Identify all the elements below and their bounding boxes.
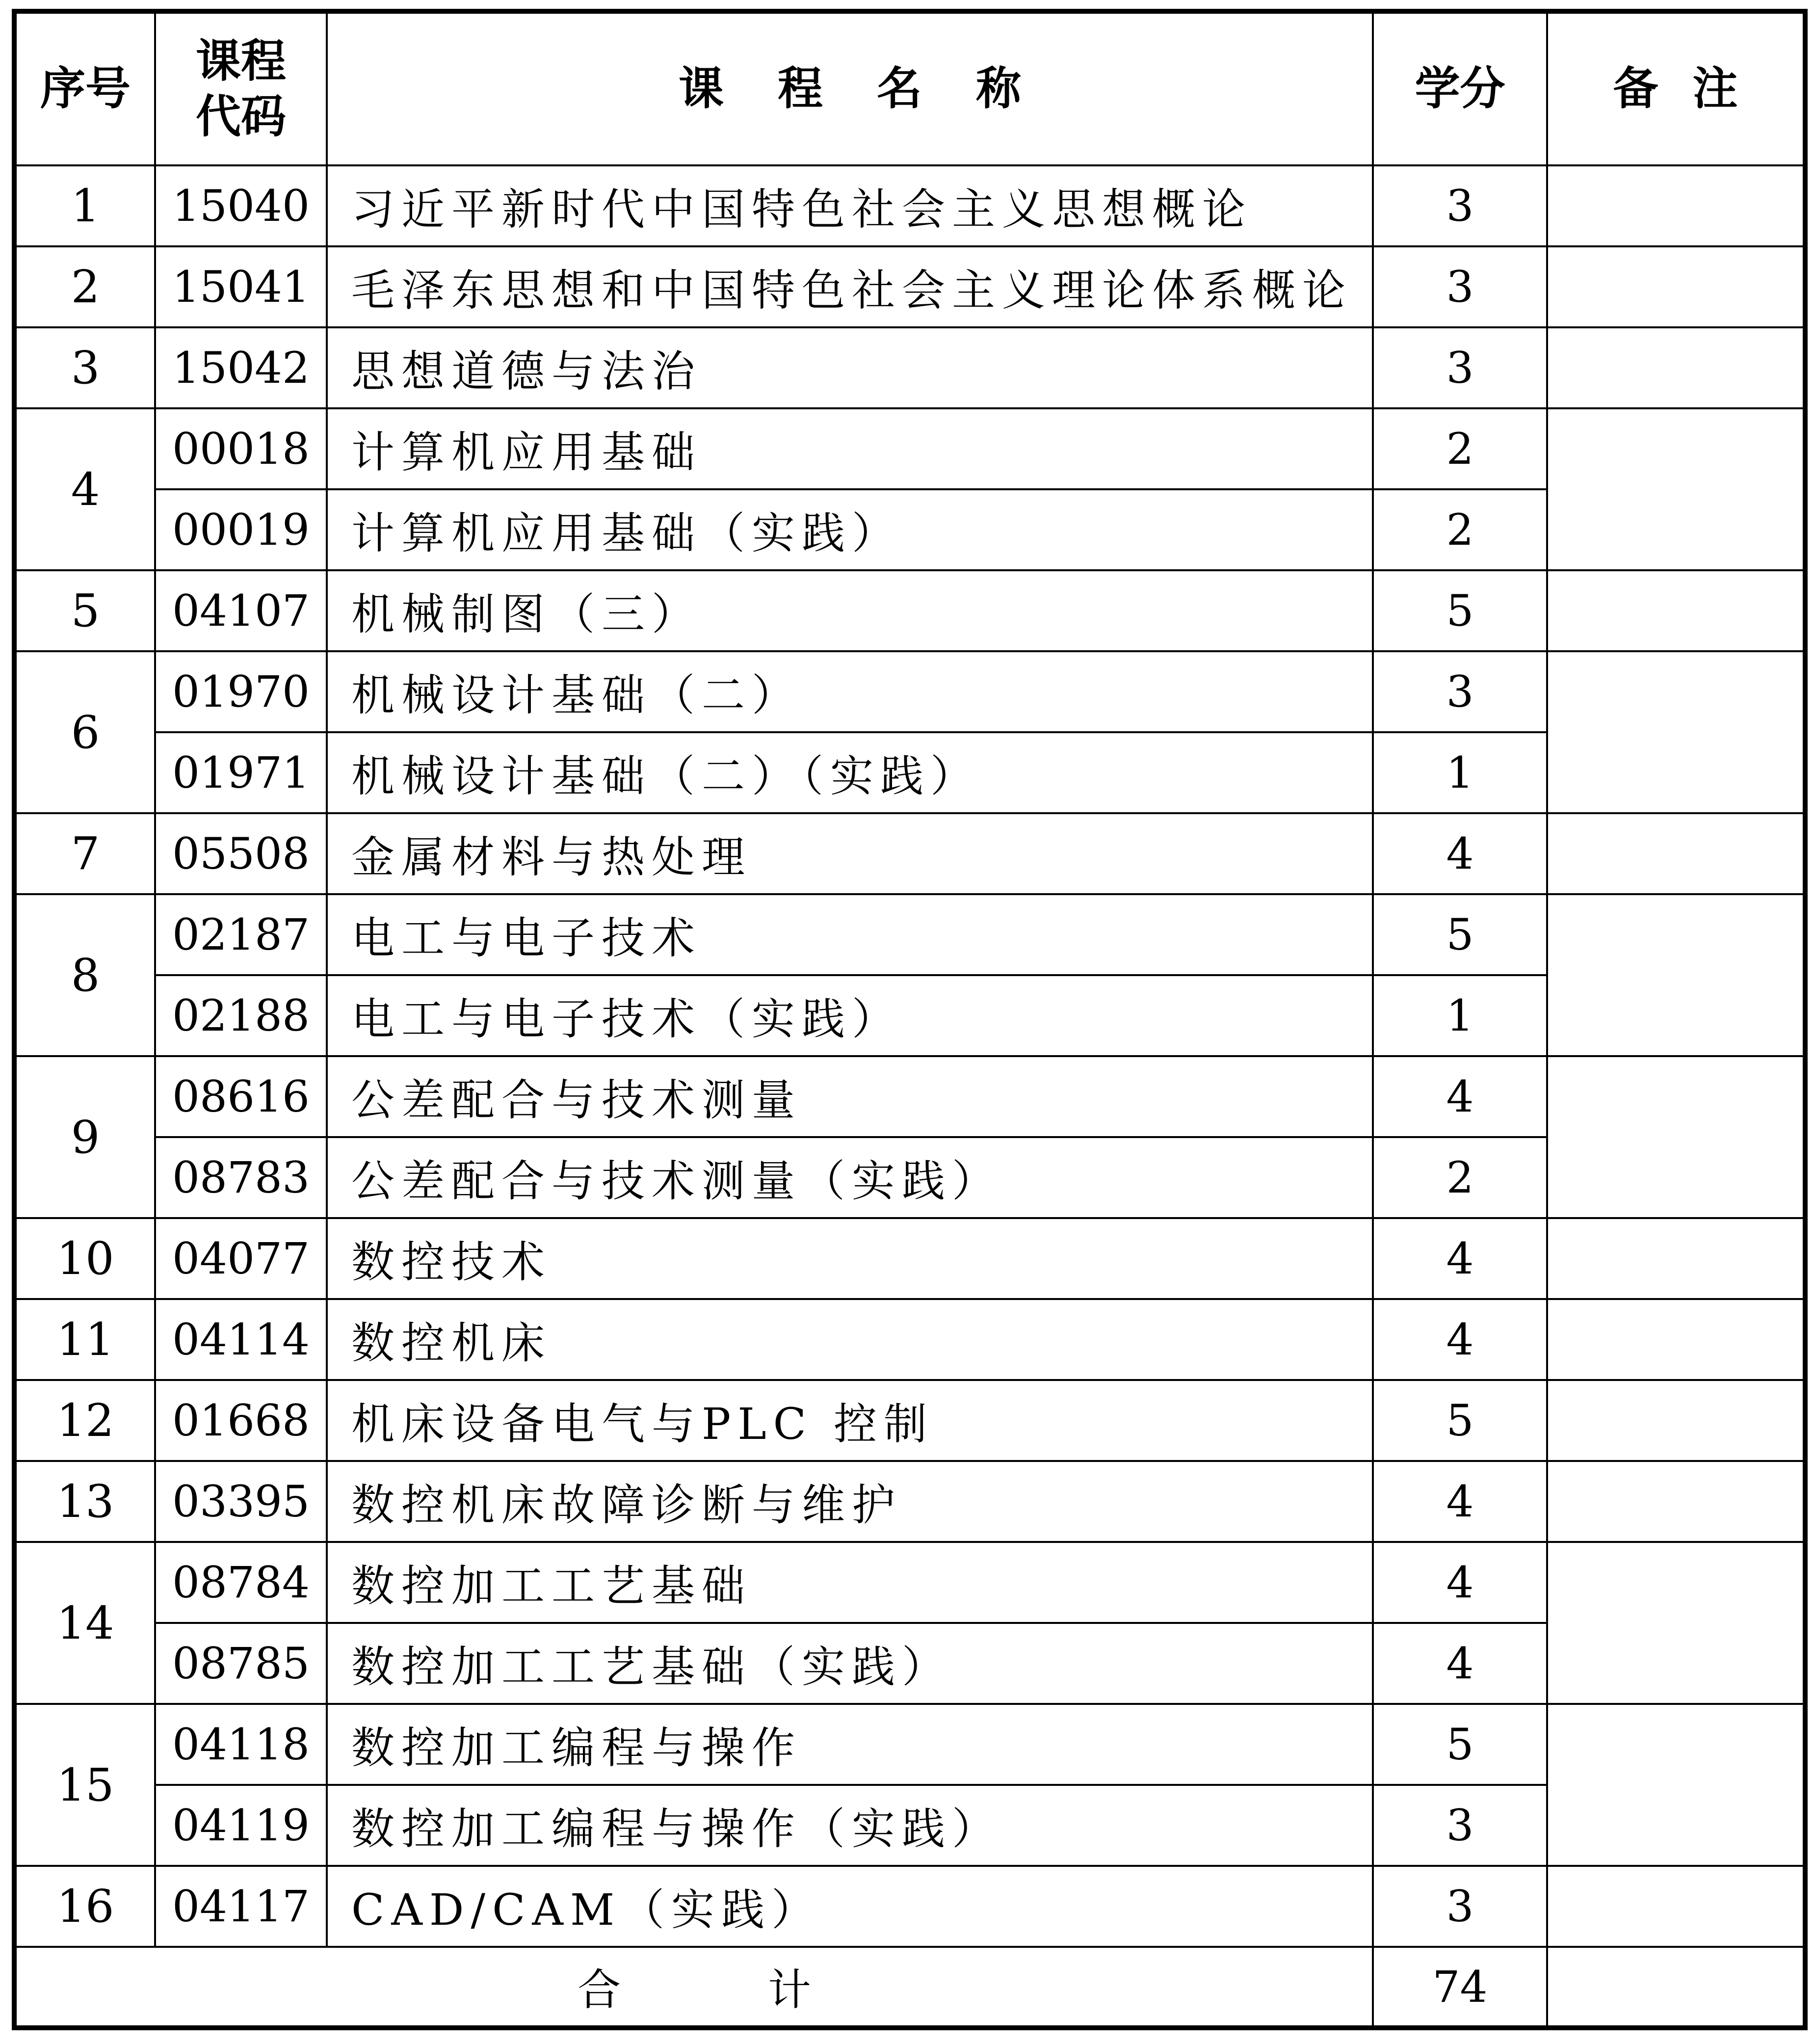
credit-cell: 3 — [1373, 1866, 1547, 1947]
table-row — [14, 1542, 1805, 1623]
name-cell: 数控加工编程与操作 — [327, 1704, 1373, 1785]
seq-cell: 13 — [14, 1461, 155, 1542]
seq-cell: 16 — [14, 1866, 155, 1947]
table-row — [14, 1704, 1805, 1785]
name-cell: 机床设备电气与PLC 控制 — [327, 1380, 1373, 1461]
seq-cell: 7 — [14, 813, 155, 894]
seq-cell: 10 — [14, 1218, 155, 1299]
name-cell: 数控加工工艺基础 — [327, 1542, 1373, 1623]
credit-cell: 5 — [1373, 570, 1547, 651]
table-row — [14, 489, 1805, 570]
code-cell: 01970 — [155, 651, 327, 732]
name-cell: 数控加工工艺基础（实践） — [327, 1623, 1373, 1704]
table-row — [14, 1137, 1805, 1218]
code-cell: 08785 — [155, 1623, 327, 1704]
code-cell: 08616 — [155, 1056, 327, 1137]
code-cell: 01971 — [155, 732, 327, 813]
header-remark: 备注 — [1547, 11, 1805, 165]
code-cell: 04117 — [155, 1866, 327, 1947]
name-cell: CAD/CAM（实践） — [327, 1866, 1373, 1947]
table-row — [14, 408, 1805, 489]
name-cell: 计算机应用基础（实践） — [327, 489, 1373, 570]
remark-cell — [1547, 813, 1805, 894]
seq-cell: 2 — [14, 246, 155, 327]
remark-cell — [1547, 408, 1805, 570]
remark-cell — [1547, 1542, 1805, 1704]
name-cell: 毛泽东思想和中国特色社会主义理论体系概论 — [327, 246, 1373, 327]
credit-cell: 2 — [1373, 489, 1547, 570]
credit-cell: 3 — [1373, 1785, 1547, 1866]
course-body — [14, 165, 1805, 2028]
code-cell: 04119 — [155, 1785, 327, 1866]
table-row — [14, 975, 1805, 1056]
remark-cell — [1547, 246, 1805, 327]
seq-cell: 1 — [14, 165, 155, 246]
table-row — [14, 1461, 1805, 1542]
credit-cell: 5 — [1373, 1380, 1547, 1461]
code-cell: 08784 — [155, 1542, 327, 1623]
credit-cell: 4 — [1373, 813, 1547, 894]
credit-cell: 3 — [1373, 327, 1547, 408]
header-row — [14, 11, 1805, 165]
table-row — [14, 1785, 1805, 1866]
remark-cell — [1547, 1218, 1805, 1299]
seq-cell: 6 — [14, 651, 155, 813]
credit-cell: 5 — [1373, 894, 1547, 975]
code-cell: 00019 — [155, 489, 327, 570]
name-cell: 金属材料与热处理 — [327, 813, 1373, 894]
header-code-line1: 课程 — [195, 35, 286, 88]
name-cell: 公差配合与技术测量（实践） — [327, 1137, 1373, 1218]
header-credit: 学分 — [1373, 11, 1547, 165]
code-cell: 04114 — [155, 1299, 327, 1380]
credit-cell: 4 — [1373, 1056, 1547, 1137]
remark-cell — [1547, 651, 1805, 813]
seq-cell: 11 — [14, 1299, 155, 1380]
total-row — [14, 1947, 1805, 2028]
code-cell: 04077 — [155, 1218, 327, 1299]
name-cell: 机械设计基础（二） — [327, 651, 1373, 732]
name-cell: 数控机床 — [327, 1299, 1373, 1380]
table-row — [14, 894, 1805, 975]
remark-cell — [1547, 1461, 1805, 1542]
name-cell: 习近平新时代中国特色社会主义思想概论 — [327, 165, 1373, 246]
seq-cell: 8 — [14, 894, 155, 1056]
remark-cell — [1547, 1380, 1805, 1461]
name-cell: 思想道德与法治 — [327, 327, 1373, 408]
table-row — [14, 1623, 1805, 1704]
name-cell: 数控技术 — [327, 1218, 1373, 1299]
credit-cell: 3 — [1373, 246, 1547, 327]
seq-cell: 14 — [14, 1542, 155, 1704]
credit-cell: 2 — [1373, 1137, 1547, 1218]
remark-cell — [1547, 1704, 1805, 1866]
seq-cell: 15 — [14, 1704, 155, 1866]
name-cell: 数控加工编程与操作（实践） — [327, 1785, 1373, 1866]
code-cell: 04107 — [155, 570, 327, 651]
course-table — [12, 9, 1808, 2030]
code-cell: 00018 — [155, 408, 327, 489]
code-cell: 03395 — [155, 1461, 327, 1542]
remark-cell — [1547, 570, 1805, 651]
remark-cell — [1547, 1299, 1805, 1380]
table-row — [14, 327, 1805, 408]
credit-cell: 4 — [1373, 1542, 1547, 1623]
header-seq: 序号 — [14, 11, 155, 165]
code-cell: 08783 — [155, 1137, 327, 1218]
header-name: 课程名称 — [327, 11, 1373, 165]
credit-cell: 1 — [1373, 732, 1547, 813]
name-cell: 机械设计基础（二）（实践） — [327, 732, 1373, 813]
code-cell: 15042 — [155, 327, 327, 408]
credit-cell: 2 — [1373, 408, 1547, 489]
credit-cell: 5 — [1373, 1704, 1547, 1785]
code-cell: 15041 — [155, 246, 327, 327]
table-row — [14, 1866, 1805, 1947]
code-cell: 02187 — [155, 894, 327, 975]
credit-cell: 4 — [1373, 1218, 1547, 1299]
credit-cell: 3 — [1373, 651, 1547, 732]
header-code — [155, 11, 327, 165]
table-row — [14, 246, 1805, 327]
remark-cell — [1547, 1056, 1805, 1218]
seq-cell: 9 — [14, 1056, 155, 1218]
table-row — [14, 165, 1805, 246]
table-row — [14, 1056, 1805, 1137]
name-cell: 公差配合与技术测量 — [327, 1056, 1373, 1137]
total-credit: 74 — [1373, 1947, 1547, 2028]
credit-cell: 4 — [1373, 1299, 1547, 1380]
table-row — [14, 813, 1805, 894]
remark-cell — [1547, 327, 1805, 408]
name-cell: 计算机应用基础 — [327, 408, 1373, 489]
seq-cell: 12 — [14, 1380, 155, 1461]
remark-cell — [1547, 165, 1805, 246]
header-code-line2: 代码 — [195, 90, 286, 143]
seq-cell: 5 — [14, 570, 155, 651]
table-row — [14, 651, 1805, 732]
credit-cell: 3 — [1373, 165, 1547, 246]
credit-cell: 1 — [1373, 975, 1547, 1056]
name-cell: 数控机床故障诊断与维护 — [327, 1461, 1373, 1542]
total-remark — [1547, 1947, 1805, 2028]
remark-cell — [1547, 894, 1805, 1056]
table-row — [14, 1218, 1805, 1299]
seq-cell: 3 — [14, 327, 155, 408]
table-row — [14, 1299, 1805, 1380]
credit-cell: 4 — [1373, 1623, 1547, 1704]
table-row — [14, 1380, 1805, 1461]
seq-cell: 4 — [14, 408, 155, 570]
table-row — [14, 732, 1805, 813]
code-cell: 01668 — [155, 1380, 327, 1461]
name-cell: 电工与电子技术（实践） — [327, 975, 1373, 1056]
code-cell: 04118 — [155, 1704, 327, 1785]
name-cell: 机械制图（三） — [327, 570, 1373, 651]
total-label: 合计 — [14, 1947, 1373, 2028]
table-row — [14, 570, 1805, 651]
remark-cell — [1547, 1866, 1805, 1947]
credit-cell: 4 — [1373, 1461, 1547, 1542]
name-cell: 电工与电子技术 — [327, 894, 1373, 975]
code-cell: 02188 — [155, 975, 327, 1056]
code-cell: 15040 — [155, 165, 327, 246]
code-cell: 05508 — [155, 813, 327, 894]
